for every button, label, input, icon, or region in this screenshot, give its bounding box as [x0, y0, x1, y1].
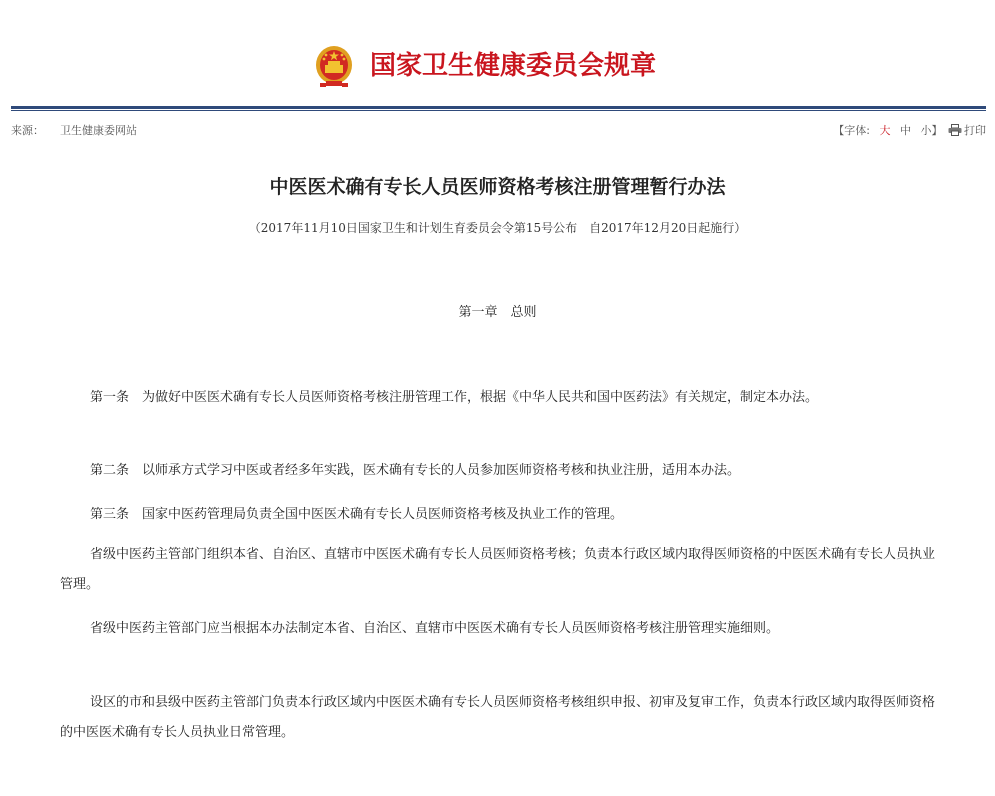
- chapter-heading: 第一章 总则: [458, 305, 537, 320]
- header-divider-thick: [11, 106, 986, 109]
- font-size-medium-button[interactable]: 中: [900, 124, 911, 137]
- article-paragraph: 省级中医药主管部门组织本省、自治区、直辖市中医医术确有专长人员医师资格考核；负责本行政区域内取得医师资格的中医医术确有专长人员执业管理。: [60, 547, 936, 592]
- article-title: 中医医术确有专长人员医师资格考核注册管理暂行办法: [269, 176, 726, 198]
- header-divider-thin: [11, 110, 986, 111]
- article-paragraph: 设区的市和县级中医药主管部门负责本行政区域内中医医术确有专长人员医师资格考核组织申报、初审及复审工作，负责本行政区域内取得医师资格的中医医术确有专长人员执业日常管理。: [60, 695, 936, 740]
- article-paragraph: 第三条 国家中医药管理局负责全国中医医术确有专长人员医师资格考核及执业工作的管理。: [90, 507, 624, 522]
- font-size-label: 【字体:: [833, 124, 870, 137]
- source-label: 来源：: [11, 124, 44, 137]
- printer-icon[interactable]: [948, 124, 962, 136]
- national-emblem-icon: [314, 45, 354, 89]
- article-paragraph: 第一条 为做好中医医术确有专长人员医师资格考核注册管理工作，根据《中华人民共和国中医药法》有关规定，制定本办法。: [90, 390, 819, 405]
- article-subtitle: （2017年11月10日国家卫生和计划生育委员会令第15号公布 自2017年12月20日起施行）: [248, 221, 747, 235]
- site-title: 国家卫生健康委员会规章: [370, 51, 657, 81]
- article-paragraph: 省级中医药主管部门应当根据本办法制定本省、自治区、直辖市中医医术确有专长人员医师资格考核注册管理实施细则。: [90, 621, 780, 636]
- article-tools: [833, 122, 986, 140]
- article-source: [11, 122, 137, 140]
- font-size-small-button[interactable]: 小: [920, 124, 932, 137]
- article-toolbar: [11, 122, 986, 140]
- font-size-large-button[interactable]: 大: [879, 124, 891, 137]
- font-size-bracket-close: 】: [931, 124, 943, 137]
- article-paragraph: 第二条 以师承方式学习中医或者经多年实践，医术确有专长的人员参加医师资格考核和执业注册，适用本办法。: [90, 463, 741, 478]
- masthead: [0, 0, 995, 106]
- print-button[interactable]: 打印: [964, 124, 986, 137]
- source-value: 卫生健康委网站: [60, 124, 137, 137]
